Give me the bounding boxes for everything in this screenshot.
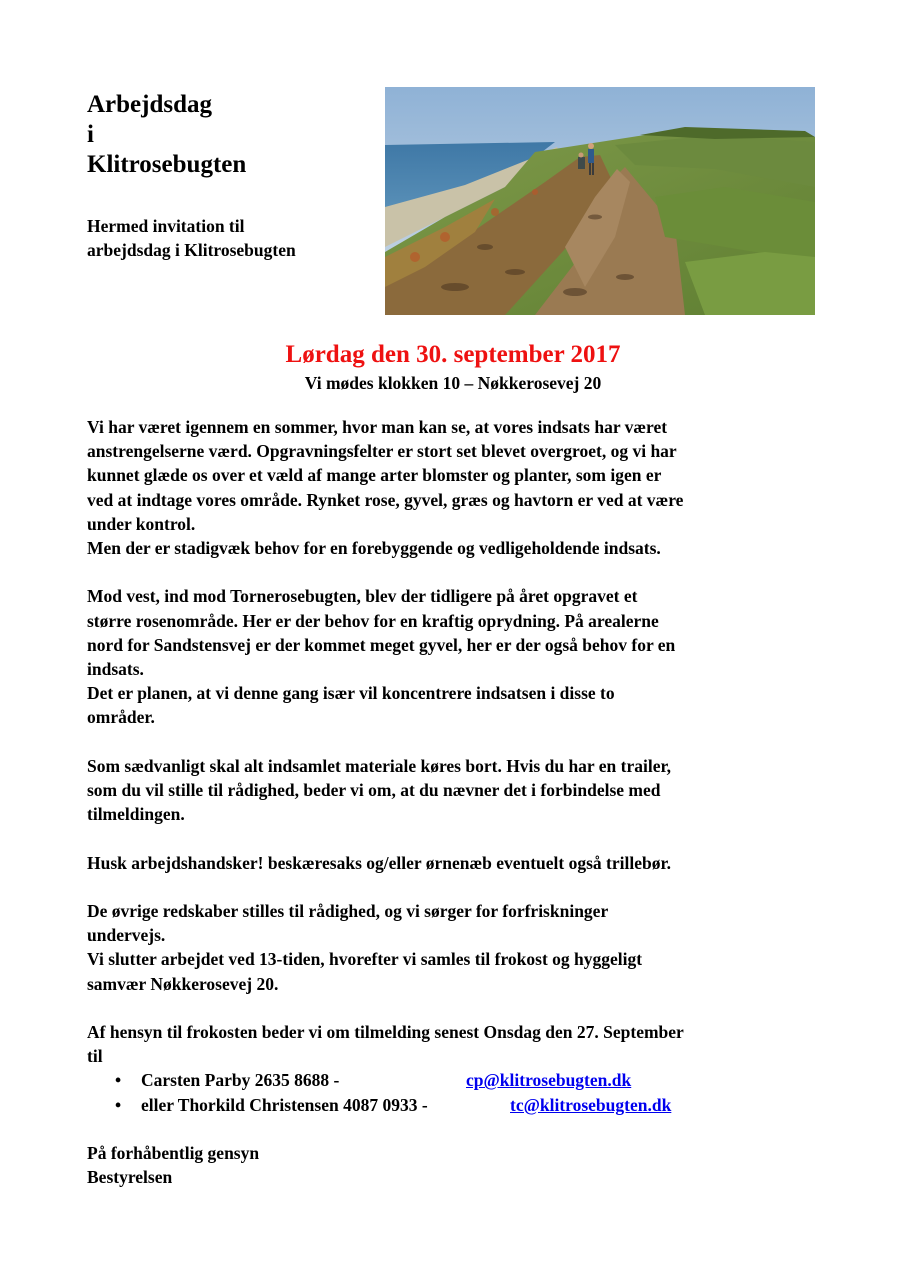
event-date-text: Lørdag den 30. september 2017 (285, 341, 621, 368)
text-line: De øvrige redskaber stilles til rådighed, og vi sørger for forfriskninger (87, 901, 609, 921)
event-date-heading (0, 340, 900, 370)
contact-name-phone: Carsten Parby 2635 8688 - (141, 1070, 340, 1091)
title-line: Klitrosebugten (87, 151, 247, 178)
text-line: nord for Sandstensvej er der kommet meget gyvel, her er der også behov for en (87, 634, 676, 655)
text-line: ved at indtage vores område. Rynket rose, gyvel, græs og havtorn er ved at være (87, 489, 684, 510)
text-line: Det er planen, at vi denne gang især vil koncentrere indsatsen i disse to (87, 683, 615, 704)
text-line: Men der er stadigvæk behov for en forebyggende og vedligeholdende indsats. (87, 538, 661, 559)
text-line: indsats. (87, 659, 144, 680)
closing-signoff (87, 1141, 822, 1189)
meeting-info (0, 372, 900, 394)
contact-name-phone: eller Thorkild Christensen 4087 0933 - (141, 1094, 428, 1115)
closing-line: På forhåbentlig gensyn (87, 1142, 260, 1163)
text-line: samvær Nøkkerosevej 20. (87, 973, 279, 994)
text-line: områder. (87, 707, 155, 728)
contact-item (87, 1093, 822, 1117)
bullet-icon: • (115, 1070, 122, 1091)
text-line: Husk arbejdshandsker! beskæresaks og/eller ørnenæb eventuelt også trillebør. (87, 852, 672, 873)
intro-line: Hermed invitation til (87, 216, 245, 236)
coastal-dune-photo (385, 87, 815, 315)
paragraph-summer-results (87, 415, 822, 560)
invitation-intro (87, 214, 296, 262)
text-line: Af hensyn til frokosten beder vi om tilmelding senest Onsdag den 27. September (87, 1022, 684, 1042)
paragraph-trailer (87, 754, 822, 827)
paragraph-work-areas (87, 584, 822, 729)
title-line: i (87, 121, 94, 148)
bullet-icon: • (115, 1094, 122, 1115)
intro-line: arbejdsdag i Klitrosebugten (87, 240, 296, 260)
text-line: tilmeldingen. (87, 804, 185, 825)
text-line: kunnet glæde os over et væld af mange arter blomster og planter, som igen er (87, 465, 662, 486)
text-line: Mod vest, ind mod Tornerosebugten, blev der tidligere på året opgravet et (87, 586, 638, 607)
contact-list (87, 1068, 822, 1116)
text-line: til (87, 1046, 103, 1067)
invitation-body (87, 415, 822, 1189)
paragraph-equipment (87, 851, 822, 875)
text-line: anstrengelserne værd. Opgravningsfelter er stort set blevet overgroet, og vi har (87, 441, 677, 462)
meeting-text: Vi mødes klokken 10 – Nøkkerosevej 20 (304, 373, 602, 393)
contact-item (87, 1068, 822, 1092)
text-line: Vi har været igennem en sommer, hvor man kan se, at vores indsats har været (87, 417, 668, 437)
text-line: som du vil stille til rådighed, beder vi om, at du nævner det i forbindelse med (87, 780, 661, 801)
text-line: under kontrol. (87, 513, 196, 534)
text-line: større rosenområde. Her er der behov for en kraftig oprydning. På arealerne (87, 610, 659, 631)
title-line: Arbejdsdag (87, 91, 213, 118)
registration-section (87, 1020, 822, 1117)
text-line: Vi slutter arbejdet ved 13-tiden, hvorefter vi samles til frokost og hyggeligt (87, 949, 643, 970)
text-line: undervejs. (87, 925, 166, 946)
signature-line: Bestyrelsen (87, 1167, 173, 1188)
text-line: Som sædvanligt skal alt indsamlet materiale køres bort. Hvis du har en trailer, (87, 755, 671, 776)
paragraph-schedule (87, 899, 822, 996)
contact-email-link[interactable]: tc@klitrosebugten.dk (510, 1094, 672, 1115)
document-title (87, 90, 246, 180)
contact-email-link[interactable]: cp@klitrosebugten.dk (466, 1070, 632, 1091)
